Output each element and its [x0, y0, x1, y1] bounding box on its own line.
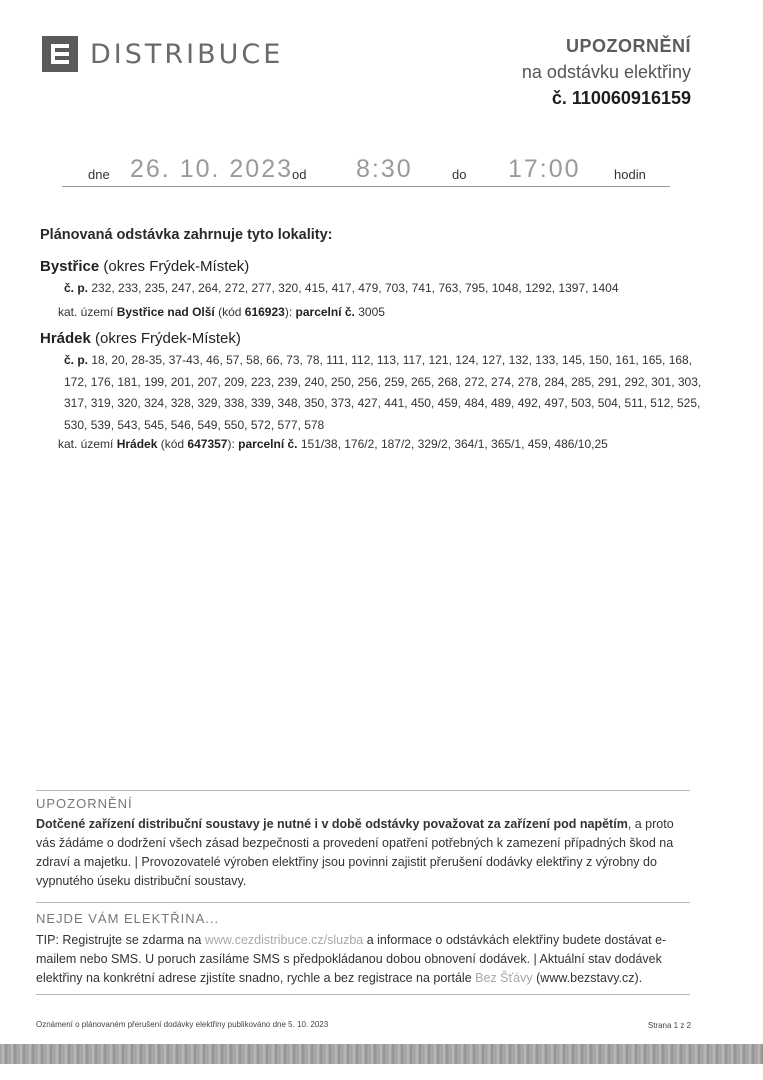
locality-district: (okres Frýdek-Místek): [95, 330, 241, 347]
localities-intro: Plánovaná odstávka zahrnuje tyto lokality:: [40, 227, 333, 243]
house-numbers: [64, 350, 704, 436]
parcel-list: 3005: [358, 305, 385, 319]
portal-link[interactable]: (www.bezstavy.cz): [536, 971, 639, 985]
cadastre-code-suffix: ):: [284, 305, 293, 319]
house-numbers-list: 18, 20, 28-35, 37-43, 46, 57, 58, 66, 73, 78, 111, 112, 113, 117, 121, 124, 127, 132, 133, 145, 150, 161, 165, 168, 172, 176, 181, 199, 201, 207, 209, 223, 239, 240, 250, 256, 259, 265, 268, 272, 274, 278, 284, 285, 291, 292, 301, 303, 317, 319, 320, 324, 328, 329, 338, 339, 348, 350, 373, 427, 441, 450, 459, 484, 489, 492, 497, 503, 504, 511, 512, 525, 530, 539, 543, 545, 546, 549, 550, 572, 577, 578: [64, 353, 702, 432]
cadastre-prefix: kat. území: [58, 437, 114, 451]
house-numbers-label: č. p.: [64, 281, 89, 295]
portal-name: Bez Šťávy: [475, 971, 533, 985]
tip-middle: a informace o odstávkách elektřiny budete dostávat e-mailem nebo SMS. U poruch zasíláme SMS s předpokládanou dobou obnovení dodávek. | Aktuální stav dodávek elektřiny na konkrétní adrese zjistíte snadno, rychle a bez registrace na portále: [36, 933, 667, 985]
cadastre-code: 616923: [244, 305, 285, 319]
parcel-list: 151/38, 176/2, 187/2, 329/2, 364/1, 365/1, 459, 486/10,25: [300, 437, 608, 451]
publication-note: Oznámení o plánovaném přerušení dodávky elektřiny publikováno dne 5. 10. 2023: [36, 1020, 329, 1029]
cadastre-line: [58, 302, 385, 323]
date-label: dne: [88, 167, 110, 182]
parcel-label: parcelní č.: [295, 305, 355, 319]
house-numbers-list: 232, 233, 235, 247, 264, 272, 277, 320, 415, 417, 479, 703, 741, 763, 795, 1048, 1292, 1397, 1404: [91, 281, 619, 295]
cadastre-line: [58, 434, 608, 455]
divider: [36, 790, 690, 791]
locality-district: (okres Frýdek-Místek): [103, 258, 250, 275]
notice-header: [522, 36, 691, 109]
hours-label: hodin: [614, 167, 646, 182]
time-from-label: od: [292, 167, 307, 182]
locality-name: Hrádek: [40, 330, 91, 347]
warning-bold-text: Dotčené zařízení distribuční soustavy je nutné i v době odstávky považovat za zařízení pod napětím: [36, 817, 628, 831]
locality-name: Bystřice: [40, 258, 100, 275]
page-number: Strana 1 z 2: [647, 1021, 691, 1030]
tip-prefix: TIP: Registrujte se zdarma na: [36, 933, 202, 947]
warning-title: UPOZORNĚNÍ: [36, 796, 133, 811]
outage-date: 26. 10. 2023: [130, 155, 294, 183]
time-from: 8:30: [356, 155, 413, 183]
scan-artifact-bar: [0, 1044, 763, 1064]
notice-number: č. 110060916159: [551, 88, 691, 108]
locality-title: [40, 258, 249, 275]
divider: [36, 994, 690, 995]
divider: [36, 902, 690, 903]
locality-title: [40, 330, 241, 347]
cadastre-code-prefix: (kód: [218, 305, 242, 319]
registration-link[interactable]: www.cezdistribuce.cz/sluzba: [204, 933, 364, 947]
warning-text: [36, 815, 696, 891]
cadastre-code: 647357: [187, 437, 228, 451]
cadastre-code-suffix: ):: [227, 437, 235, 451]
cadastre-prefix: kat. území: [58, 305, 114, 319]
notice-subtitle: na odstávku elektřiny: [521, 62, 691, 82]
logo: [42, 36, 283, 72]
tip-title: NEJDE VÁM ELEKTŘINA...: [36, 911, 220, 926]
house-numbers-label: č. p.: [64, 353, 89, 367]
cez-logo-icon: [42, 36, 78, 72]
house-numbers: [64, 278, 704, 300]
cadastre-code-prefix: (kód: [160, 437, 185, 451]
parcel-label: parcelní č.: [238, 437, 298, 451]
cadastre-name: Bystřice nad Olší: [116, 305, 215, 319]
brand-name: DISTRIBUCE: [90, 38, 284, 70]
time-to: 17:00: [508, 155, 581, 183]
notice-title: UPOZORNĚNÍ: [565, 36, 691, 56]
tip-suffix: .: [638, 971, 643, 985]
time-to-label: do: [452, 167, 467, 182]
schedule-line: [62, 150, 670, 187]
cadastre-name: Hrádek: [116, 437, 158, 451]
tip-text: [36, 931, 696, 988]
warning-body-text: , a proto vás žádáme o dodržení všech zásad bezpečnosti a provedení opatření potřebných k zamezení případných škod na zdraví a majetku. | Provozovatelé výroben elektřiny jsou povinni zajistit přerušení dodávky elektřiny z výrobny do vypnutého úseku distribuční soustavy.: [36, 817, 674, 888]
